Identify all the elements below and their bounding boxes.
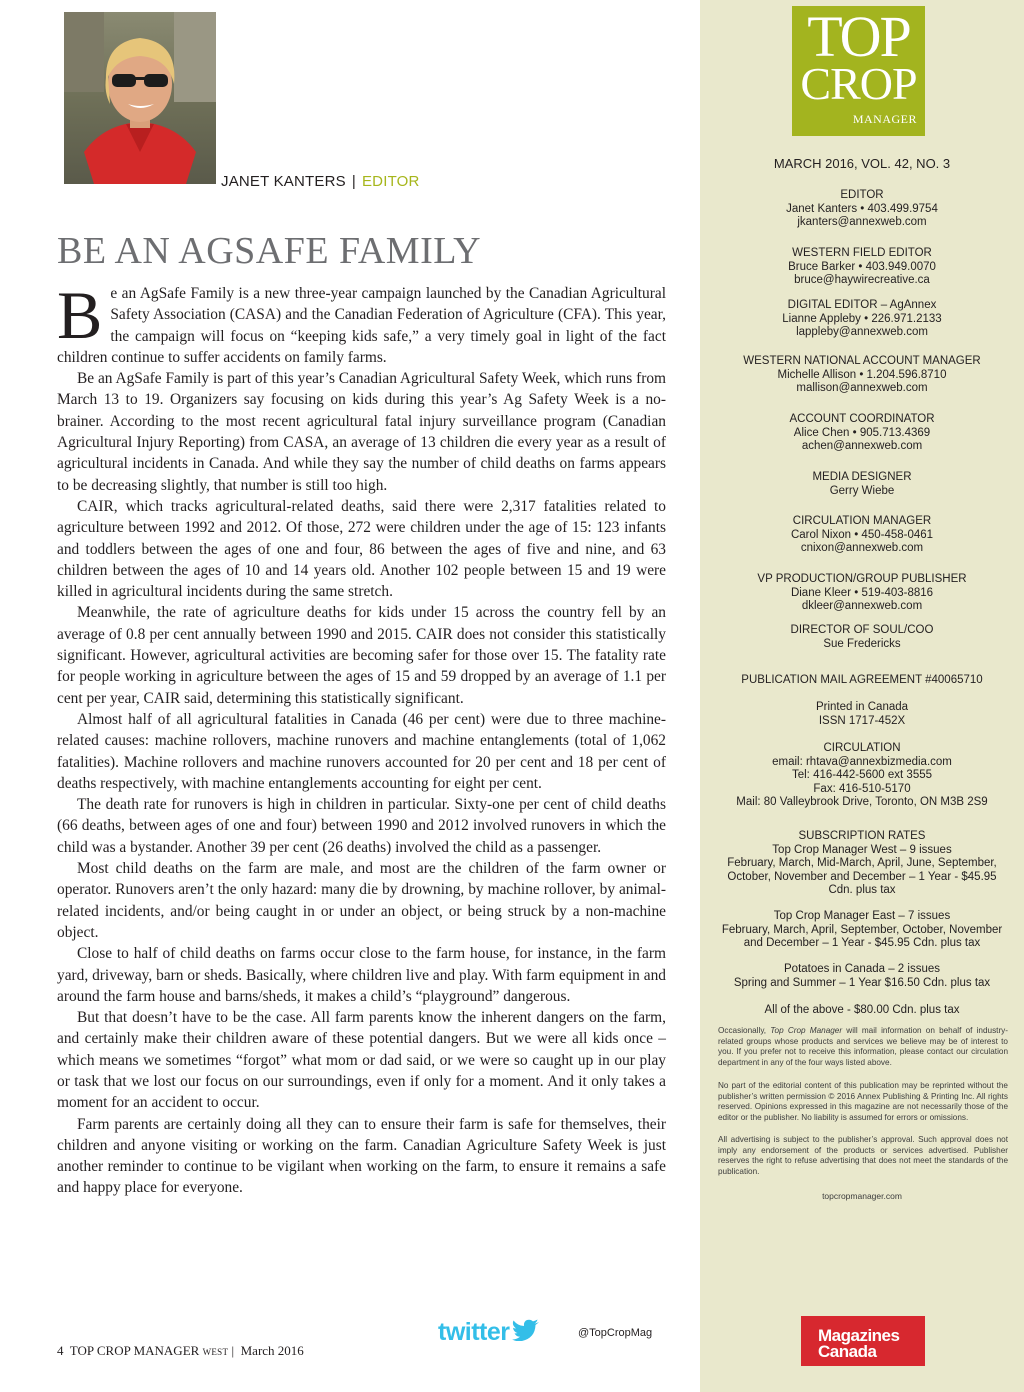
staff-editor: EDITOR Janet Kanters • 403.499.9754 jkanters@annexweb.com	[786, 189, 938, 228]
printed-info: Printed in Canada ISSN 1717-452X	[815, 701, 909, 727]
subscription-rates-west: SUBSCRIPTION RATES Top Crop Manager West – 9 issues February, March, Mid-March, April, June, September, October, November and December – 1 Year - $45.95 Cdn. plus tax	[727, 830, 997, 896]
article-paragraph: Almost half of all agricultural fatalities in Canada (46 per cent) were due to three machine-related causes: machine rollovers, machine runovers and machine entanglements (total of 1,062 fatalities). Machine rollovers and machine runovers accounted for 20 per cent and 18 per cent of deaths respectively, with machine entanglements accounting for eight per cent.	[57, 710, 666, 792]
folio-date: March 2016	[240, 1343, 304, 1358]
twitter-handle[interactable]: @TopCropMag	[578, 1327, 653, 1339]
byline-separator: |	[351, 173, 356, 190]
article-headline: BE AN AGSAFE FAMILY	[57, 230, 482, 272]
twitter-wordmark: twitter	[438, 1318, 510, 1346]
masthead-sidebar	[700, 0, 1024, 1392]
folio-publication: TOP CROP MANAGER	[69, 1343, 200, 1358]
publication-mail-agreement: PUBLICATION MAIL AGREEMENT #40065710	[741, 674, 983, 686]
fine-print-advertising: All advertising is subject to the publisher’s approval. Such approval does not imply any endorsement of the products or services advertised. Publisher reserves the right to refuse advertising that does not meet the standards of the publication.	[718, 1135, 1008, 1176]
folio-separator: |	[231, 1343, 235, 1358]
article-paragraph: Be an AgSafe Family is a new three-year campaign launched by the Canadian Agricultural Safety Association (CASA) and the Canadian Federation of Agriculture (CFA). This year, the campaign will focus on “keeping kids safe,” a very timely goal in light of the fact children continue to suffer accidents on family farms.	[57, 277, 666, 366]
fine-print-copyright: No part of the editorial content of this publication may be reprinted without the publisher’s written permission © 2016 Annex Publishing & Printing Inc. All rights reserved. Opinions expressed in this magazine are not necessarily those of the editor or the publisher. No liability is assumed for errors or omissions.	[718, 1081, 1008, 1122]
subscription-rates-all: All of the above - $80.00 Cdn. plus tax	[764, 1004, 960, 1016]
editor-name: JANET KANTERS	[221, 173, 346, 190]
twitter-bird-icon	[512, 1319, 540, 1346]
staff-national-account-manager: WESTERN NATIONAL ACCOUNT MANAGER Michelle Allison • 1.204.596.8710 mallison@annexweb.com	[743, 355, 981, 394]
staff-circulation-manager: CIRCULATION MANAGER Carol Nixon • 450-458-0461 cnixon@annexweb.com	[790, 515, 934, 554]
issue-info: MARCH 2016, VOL. 42, NO. 3	[773, 156, 951, 171]
magazines-canada-logo	[801, 1316, 925, 1366]
drop-cap: B	[57, 277, 103, 353]
top-crop-manager-logo	[792, 6, 925, 136]
logo-top: TOP	[807, 4, 910, 69]
logo-crop: CROP	[800, 58, 917, 109]
magazines-canada-line2: Canada	[818, 1342, 877, 1361]
article-paragraph: The death rate for runovers is high in children in particular. Sixty-one per cent of child deaths (66 deaths, between ages of one and four) between 1990 and 2012 involved runovers in which the child was a bystander. Another 39 per cent (26 deaths) involved the child as a passenger.	[57, 796, 666, 856]
editor-role: EDITOR	[361, 173, 420, 190]
subscription-rates-east: Top Crop Manager East – 7 issues February, March, April, September, October, November and December – 1 Year - $45.95 Cdn. plus tax	[721, 910, 1003, 949]
circulation-info: CIRCULATION email: rhtava@annexbizmedia.com Tel: 416-442-5600 ext 3555 Fax: 416-510-5170 Mail: 80 Valleybrook Drive, Toronto, ON M3B 2S9	[736, 742, 988, 808]
magazines-canada-line1: Magazines	[818, 1326, 900, 1345]
staff-account-coordinator: ACCOUNT COORDINATOR Alice Chen • 905.713.4369 achen@annexweb.com	[789, 413, 935, 452]
article-paragraph: Meanwhile, the rate of agriculture deaths for kids under 15 across the country fell by an average of 0.8 per cent annually between 1990 and 2015. CAIR does not consider this statistically significant. However, agricultural activities are becoming safer for those over 15. The fatality rate for people working in agriculture between the ages of 15 and 59 dropped by an average of 1.1 per cent per year, CAIR said, determining this statistically significant.	[57, 604, 666, 707]
byline	[221, 173, 420, 190]
page-folio	[57, 1343, 304, 1359]
staff-group-publisher: VP PRODUCTION/GROUP PUBLISHER Diane Kleer • 519-403-8816 dkleer@annexweb.com	[757, 573, 967, 612]
fine-print-mailing: Occasionally, Top Crop Manager will mail information on behalf of industry-related groups whose products and services we believe may be of interest to you. If you prefer not to receive this information, please contact our circulation department in any of the four ways listed above.	[718, 1026, 1008, 1067]
article-paragraph: Farm parents are certainly doing all they can to ensure their farm is safe for themselves, their children and anyone visiting or working on the farm. Canadian Agriculture Safety Week is just another reminder to continue to be vigilant when working on the farm, to ensure it remains a safe and happy place for everyone.	[57, 1115, 666, 1197]
article-paragraph: Close to half of child deaths on farms occur close to the farm house, for instance, in the farm yard, driveway, barn or sheds. Basically, where children live and play. With farm equipment in and around the farm house and barns/sheds, it makes a child’s “playground” dangerous.	[57, 945, 666, 1005]
staff-western-field-editor: WESTERN FIELD EDITOR Bruce Barker • 403.949.0070 bruce@haywirecreative.ca	[788, 247, 936, 286]
subscription-rates-potatoes: Potatoes in Canada – 2 issues Spring and Summer – 1 Year $16.50 Cdn. plus tax	[733, 963, 991, 989]
website-url[interactable]: topcropmanager.com	[822, 1191, 902, 1201]
staff-media-designer: MEDIA DESIGNER Gerry Wiebe	[812, 471, 912, 497]
article-paragraph: Be an AgSafe Family is part of this year’s Canadian Agricultural Safety Week, which runs from March 13 to 19. Organizers say focusing on kids during this year’s Ag Safety Week is a no-brainer. According to the most recent agricultural fatal injury surveillance program (Canadian Agricultural Injury Reporting) from CASA, an average of 13 children die every year as a result of agricultural incidents in Canada. And while they say the number of child deaths on farms appears to be decreasing slightly, that number is still too high.	[57, 370, 666, 494]
article-paragraph: Most child deaths on the farm are male, and most are the children of the farm owner or operator. Runovers aren’t the only hazard: many die by drowning, by machine rollover, by animal-related incidents, and/or being caught in or under an object, or being struck by a non-machine object.	[57, 860, 666, 941]
twitter-logo[interactable]	[438, 1318, 540, 1347]
page-number: 4	[57, 1343, 64, 1358]
logo-manager: MANAGER	[852, 112, 917, 126]
staff-director: DIRECTOR OF SOUL/COO Sue Fredericks	[790, 624, 934, 650]
staff-digital-editor: DIGITAL EDITOR – AgAnnex Lianne Appleby • 226.971.2133 lappleby@annexweb.com	[782, 299, 942, 338]
article-paragraph: But that doesn’t have to be the case. All farm parents know the inherent dangers on the farm, and certainly make their children aware of these potential dangers. But we were all kids once – which means we sometimes “forgot” what mom or dad said, or we were so caught up in our play or task that we lost our focus on our surroundings, even if only for a moment. And it only takes a moment for an accident to occur.	[57, 1009, 666, 1112]
folio-edition: WEST	[202, 1347, 229, 1357]
editor-photo	[64, 12, 216, 184]
article-body	[57, 277, 666, 1199]
article-paragraph: CAIR, which tracks agricultural-related deaths, said there were 2,317 fatalities related to agriculture between 1992 and 2012. Of those, 272 were children under the age of 15: 123 infants and toddlers between the ages of one and four, 86 between the ages of five and nine, and 63 children between the ages of 10 and 14 years old. Another 102 people between 15 and 19 were killed in agricultural incidents during the same stretch.	[57, 497, 666, 601]
